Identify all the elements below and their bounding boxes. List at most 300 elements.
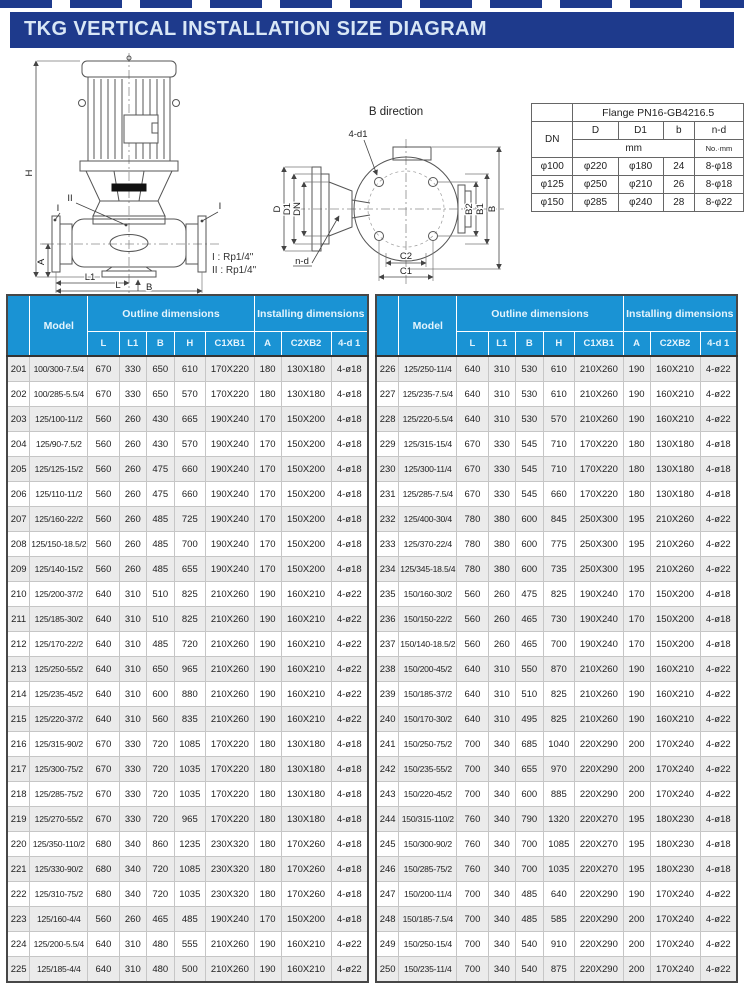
- cell: 240: [376, 707, 399, 732]
- cell: 4-ø18: [331, 782, 368, 807]
- terminal-box: [124, 115, 158, 143]
- cell: 430: [147, 432, 174, 457]
- table-row: [7, 632, 368, 657]
- cell: 210X260: [206, 957, 255, 983]
- cell: 560: [88, 407, 119, 432]
- cell: 160X210: [281, 632, 331, 657]
- cell: 545: [516, 457, 543, 482]
- flange-unit-mm: mm: [573, 140, 695, 158]
- table-row: [376, 582, 737, 607]
- cell: 4-ø22: [331, 632, 368, 657]
- table-row: [7, 907, 368, 932]
- cell: 170: [254, 507, 281, 532]
- cell: 125/315-15/4: [399, 432, 457, 457]
- cell: 150/200-11/4: [399, 882, 457, 907]
- cell: 330: [488, 432, 515, 457]
- cell: 260: [119, 507, 146, 532]
- cell: 170X240: [650, 732, 700, 757]
- cell: 555: [174, 932, 206, 957]
- cell: 160X210: [281, 707, 331, 732]
- table-row: [7, 807, 368, 832]
- cell: 610: [543, 382, 575, 407]
- cell: 230X320: [206, 882, 255, 907]
- cell: φ250: [573, 176, 618, 194]
- cell: 4-ø22: [700, 407, 737, 432]
- table-row: [376, 532, 737, 557]
- cell: 4-ø22: [700, 932, 737, 957]
- cell: 530: [516, 356, 543, 382]
- cell: 190X240: [575, 607, 624, 632]
- cell: 310: [488, 356, 515, 382]
- cell: 150X200: [281, 507, 331, 532]
- cell: 170X220: [206, 807, 255, 832]
- cell: 310: [488, 382, 515, 407]
- cell: 195: [623, 832, 650, 857]
- dim-label-L: L: [115, 280, 121, 291]
- cell: 190: [623, 682, 650, 707]
- cell: 150/250-75/2: [399, 732, 457, 757]
- cell: 530: [516, 382, 543, 407]
- dim-label-D1: D1: [282, 202, 293, 216]
- cell: 230X320: [206, 832, 255, 857]
- cell: 190X240: [206, 407, 255, 432]
- cell: 650: [147, 382, 174, 407]
- cell: 248: [376, 907, 399, 932]
- size-table-right-header: [376, 295, 737, 356]
- cell: 670: [88, 732, 119, 757]
- col-header-L1: L1: [488, 332, 515, 357]
- cell: 310: [488, 657, 515, 682]
- cell: 150/235-11/4: [399, 957, 457, 983]
- cell: 475: [147, 482, 174, 507]
- cell: 1035: [174, 882, 206, 907]
- flange-header-row: [532, 122, 744, 140]
- col-header-H: H: [174, 332, 206, 357]
- cell: 170X220: [206, 732, 255, 757]
- table-row: [532, 176, 744, 194]
- cell: 670: [88, 807, 119, 832]
- flange-col-d: D: [573, 122, 618, 140]
- top-border-strip: [0, 0, 744, 8]
- cell: 201: [7, 356, 30, 382]
- cell: 560: [88, 907, 119, 932]
- cell: 560: [88, 482, 119, 507]
- cell: 560: [147, 707, 174, 732]
- cell: 660: [174, 457, 206, 482]
- cell: 180X230: [650, 857, 700, 882]
- cell: 4-ø22: [700, 557, 737, 582]
- col-header-number: [7, 295, 30, 356]
- group-header-outline: Outline dimensions: [88, 295, 254, 332]
- table-row: [376, 882, 737, 907]
- cell: 160X210: [650, 707, 700, 732]
- cell: 210X260: [206, 682, 255, 707]
- cell: 475: [147, 457, 174, 482]
- cell: 720: [147, 757, 174, 782]
- cell: 465: [516, 607, 543, 632]
- cell: 655: [516, 757, 543, 782]
- cell: 125/220-37/2: [30, 707, 88, 732]
- cell: 8-φ18: [694, 158, 743, 176]
- cell: 4-ø22: [331, 582, 368, 607]
- table-row: [7, 607, 368, 632]
- cell: 237: [376, 632, 399, 657]
- cell: 760: [457, 832, 488, 857]
- cell: 150/185-37/2: [399, 682, 457, 707]
- cell: 195: [623, 507, 650, 532]
- flange-table-title: Flange PN16-GB4216.5: [573, 104, 744, 122]
- cell: 610: [174, 356, 206, 382]
- cell: 190: [254, 607, 281, 632]
- cell: 195: [623, 807, 650, 832]
- cell: 160X210: [281, 957, 331, 983]
- cell: 233: [376, 532, 399, 557]
- cell: 640: [457, 356, 488, 382]
- cell: 310: [119, 932, 146, 957]
- cell: 225: [7, 957, 30, 983]
- cell: 330: [119, 757, 146, 782]
- col-header-model: Model: [399, 295, 457, 356]
- cell: 825: [543, 582, 575, 607]
- cell: 1085: [543, 832, 575, 857]
- col-header-B: B: [516, 332, 543, 357]
- cell: 220X290: [575, 882, 624, 907]
- cell: φ100: [532, 158, 573, 176]
- group-header-installing: Installing dimensions: [623, 295, 737, 332]
- cell: 4-ø18: [700, 807, 737, 832]
- cell: 190X240: [575, 582, 624, 607]
- table-row: [376, 857, 737, 882]
- cell: 180: [254, 807, 281, 832]
- col-header-H: H: [543, 332, 575, 357]
- cell: 560: [457, 607, 488, 632]
- cell: 330: [488, 482, 515, 507]
- cell: 330: [119, 782, 146, 807]
- cell: 465: [147, 907, 174, 932]
- cell: 340: [119, 857, 146, 882]
- cell: 210X260: [206, 632, 255, 657]
- table-row: [7, 482, 368, 507]
- cell: 710: [543, 457, 575, 482]
- cell: 125/310-75/2: [30, 882, 88, 907]
- note-port-2: II : Rp1/4": [212, 265, 257, 276]
- cell: 220X270: [575, 857, 624, 882]
- cell: 650: [147, 356, 174, 382]
- cell: 4-ø18: [331, 432, 368, 457]
- cell: 4-ø18: [331, 482, 368, 507]
- cell: 330: [119, 382, 146, 407]
- cell: 170: [254, 532, 281, 557]
- cell: 910: [543, 932, 575, 957]
- cell: 230: [376, 457, 399, 482]
- cell: 640: [457, 657, 488, 682]
- cell: 125/285-7.5/4: [399, 482, 457, 507]
- cell: 150X200: [281, 907, 331, 932]
- table-row: [376, 557, 737, 582]
- cell: 190: [623, 707, 650, 732]
- cell: 210X260: [206, 707, 255, 732]
- cell: 340: [119, 882, 146, 907]
- cell: 380: [488, 507, 515, 532]
- cell: 720: [174, 632, 206, 657]
- table-row: [376, 356, 737, 382]
- cell: 170X220: [206, 757, 255, 782]
- cell: 1320: [543, 807, 575, 832]
- cell: 220X290: [575, 757, 624, 782]
- cell: 340: [488, 832, 515, 857]
- cell: 212: [7, 632, 30, 657]
- cell: 150X200: [281, 532, 331, 557]
- cell: 160X210: [650, 407, 700, 432]
- cell: 670: [88, 757, 119, 782]
- cell: 4-ø22: [700, 356, 737, 382]
- table-row: [376, 957, 737, 983]
- cell: 570: [543, 407, 575, 432]
- cell: 150/140-18.5/2: [399, 632, 457, 657]
- cell: 125/90-7.5/2: [30, 432, 88, 457]
- cell: 217: [7, 757, 30, 782]
- cell: 260: [119, 432, 146, 457]
- cell: 700: [457, 907, 488, 932]
- group-header-installing: Installing dimensions: [254, 295, 368, 332]
- cell: 540: [516, 932, 543, 957]
- cell: 125/345-18.5/4: [399, 557, 457, 582]
- cell: 200: [623, 957, 650, 983]
- cell: 180: [254, 757, 281, 782]
- cell: 340: [488, 782, 515, 807]
- table-row: [7, 757, 368, 782]
- cell: 170X220: [206, 382, 255, 407]
- cell: 170: [254, 482, 281, 507]
- cell: 720: [147, 782, 174, 807]
- cell: 215: [7, 707, 30, 732]
- cell: 260: [119, 407, 146, 432]
- cell: 560: [88, 507, 119, 532]
- cell: 600: [516, 557, 543, 582]
- cell: 1035: [174, 757, 206, 782]
- size-table-right: [375, 294, 738, 983]
- cell: 780: [457, 532, 488, 557]
- cell: 125/235-7.5/4: [399, 382, 457, 407]
- cell: 485: [516, 882, 543, 907]
- cell: 4-ø22: [331, 932, 368, 957]
- cell: 180: [623, 432, 650, 457]
- pump-top-view-drawing: [246, 103, 514, 293]
- table-row: [376, 507, 737, 532]
- cell: 190: [254, 707, 281, 732]
- cell: 220X290: [575, 932, 624, 957]
- cell: 150/300-90/2: [399, 832, 457, 857]
- flange-col-d1: D1: [618, 122, 663, 140]
- cell: 242: [376, 757, 399, 782]
- cell: 220X290: [575, 782, 624, 807]
- col-header-B: B: [147, 332, 174, 357]
- flange-col-dn: DN: [532, 122, 573, 158]
- cell: 660: [174, 482, 206, 507]
- cell: 825: [174, 607, 206, 632]
- table-row: [7, 532, 368, 557]
- cell: 825: [543, 682, 575, 707]
- cell: 1040: [543, 732, 575, 757]
- cell: 780: [457, 557, 488, 582]
- cell: 125/350-110/2: [30, 832, 88, 857]
- cell: 235: [376, 582, 399, 607]
- cell: 209: [7, 557, 30, 582]
- cell: 310: [119, 582, 146, 607]
- diagram-area: [0, 48, 744, 294]
- cell: 210X260: [650, 532, 700, 557]
- cell: 560: [457, 582, 488, 607]
- col-header-C1XB1: C1XB1: [575, 332, 624, 357]
- table-row: [7, 832, 368, 857]
- cell: 720: [147, 882, 174, 907]
- cell: 180: [254, 732, 281, 757]
- cell: 150/160-30/2: [399, 582, 457, 607]
- cell: 125/200-37/2: [30, 582, 88, 607]
- cell: 170X240: [650, 882, 700, 907]
- cell: 190: [623, 882, 650, 907]
- cell: 4-ø18: [331, 557, 368, 582]
- cell: 208: [7, 532, 30, 557]
- table-row: [7, 732, 368, 757]
- table-row: [7, 857, 368, 882]
- table-row: [7, 682, 368, 707]
- col-header-L: L: [88, 332, 119, 357]
- cell: 245: [376, 832, 399, 857]
- cell: 125/100-11/2: [30, 407, 88, 432]
- cell: 640: [457, 682, 488, 707]
- col-header-A: A: [254, 332, 281, 357]
- cell: 710: [543, 432, 575, 457]
- cell: 640: [88, 682, 119, 707]
- cell: 200: [623, 782, 650, 807]
- cell: 260: [119, 457, 146, 482]
- cell: 700: [516, 832, 543, 857]
- cell: 310: [119, 632, 146, 657]
- table-row: [7, 657, 368, 682]
- cell: 330: [119, 807, 146, 832]
- cell: 130X180: [281, 757, 331, 782]
- table-row: [376, 382, 737, 407]
- table-row: [7, 957, 368, 983]
- port-label-I-left: I: [56, 203, 60, 214]
- cell: 244: [376, 807, 399, 832]
- cell: 340: [488, 907, 515, 932]
- cell: 4-ø18: [331, 532, 368, 557]
- cell: 130X180: [281, 807, 331, 832]
- cell: 4-ø18: [700, 432, 737, 457]
- cell: 170: [254, 457, 281, 482]
- size-table-left-body: [7, 356, 368, 982]
- cell: 150X200: [281, 407, 331, 432]
- cell: 4-ø18: [331, 857, 368, 882]
- cell: 640: [543, 882, 575, 907]
- cell: 160X210: [650, 657, 700, 682]
- cell: 680: [88, 857, 119, 882]
- cell: 560: [457, 632, 488, 657]
- flange-corner-cell: [532, 104, 573, 122]
- cell: 160X210: [281, 607, 331, 632]
- cell: 170: [254, 557, 281, 582]
- cell: 880: [174, 682, 206, 707]
- cell: 775: [543, 532, 575, 557]
- cell: 190: [254, 657, 281, 682]
- cell: 170X240: [650, 907, 700, 932]
- cell: 170X240: [650, 957, 700, 983]
- dim-label-B1: B1: [475, 203, 486, 215]
- cell: 4-ø22: [331, 607, 368, 632]
- cell: 340: [488, 882, 515, 907]
- flange-col-b: b: [663, 122, 694, 140]
- cell: 125/300-75/2: [30, 757, 88, 782]
- cell: 247: [376, 882, 399, 907]
- cell: 1035: [543, 857, 575, 882]
- cell: 150X200: [650, 607, 700, 632]
- cell: 160X210: [281, 682, 331, 707]
- dim-label-L1: L1: [84, 272, 96, 283]
- cell: 560: [88, 532, 119, 557]
- cell: 4-ø22: [700, 732, 737, 757]
- cell: 260: [119, 482, 146, 507]
- cell: 700: [457, 757, 488, 782]
- cell: 125/220-5.5/4: [399, 407, 457, 432]
- cell: 180: [254, 356, 281, 382]
- cell: 150/235-55/2: [399, 757, 457, 782]
- cell: 640: [88, 957, 119, 983]
- cell: 150/150-22/2: [399, 607, 457, 632]
- cell: 150/285-75/2: [399, 857, 457, 882]
- cell: 190X240: [206, 557, 255, 582]
- table-row: [7, 882, 368, 907]
- cell: 227: [376, 382, 399, 407]
- cell: 190: [623, 382, 650, 407]
- cell: 222: [7, 882, 30, 907]
- table-row: [7, 356, 368, 382]
- cell: φ125: [532, 176, 573, 194]
- cell: 640: [457, 407, 488, 432]
- cell: 4-ø18: [331, 807, 368, 832]
- cell: 216: [7, 732, 30, 757]
- cell: 26: [663, 176, 694, 194]
- cell: 4-ø18: [331, 457, 368, 482]
- cell: 8-φ22: [694, 194, 743, 212]
- cell: 180: [623, 457, 650, 482]
- cell: 825: [543, 707, 575, 732]
- cell: 545: [516, 432, 543, 457]
- cell: 210X260: [575, 382, 624, 407]
- cell: 125/110-11/2: [30, 482, 88, 507]
- cell: 330: [119, 732, 146, 757]
- cell: 210X260: [206, 657, 255, 682]
- lifting-eyebolt-icon: [79, 100, 86, 107]
- cell: 780: [457, 507, 488, 532]
- cell: 4-ø22: [700, 707, 737, 732]
- cell: 24: [663, 158, 694, 176]
- table-row: [7, 457, 368, 482]
- cell: 4-ø22: [331, 682, 368, 707]
- cell: 229: [376, 432, 399, 457]
- cell: φ210: [618, 176, 663, 194]
- size-table-right-body: [376, 356, 737, 982]
- cell: 825: [174, 582, 206, 607]
- cell: 125/185-30/2: [30, 607, 88, 632]
- cell: 4-ø22: [700, 682, 737, 707]
- col-header-C2XB2: C2XB2: [281, 332, 331, 357]
- cell: 180: [254, 382, 281, 407]
- cell: 195: [623, 857, 650, 882]
- size-table-left-header: [7, 295, 368, 356]
- cell: 700: [457, 732, 488, 757]
